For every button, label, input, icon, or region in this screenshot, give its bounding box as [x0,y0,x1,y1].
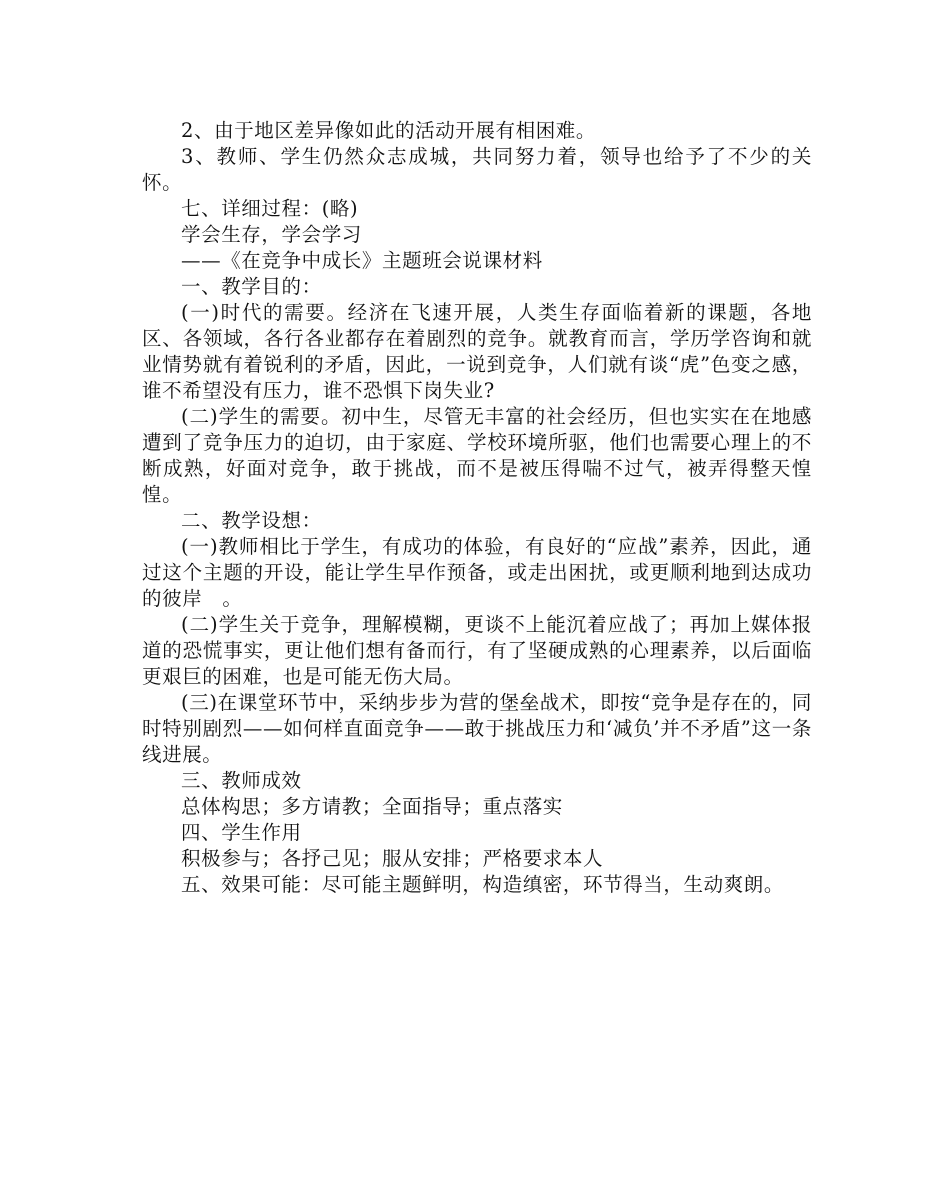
paragraph-design-2: (二)学生关于竞争，理解模糊，更谈不上能沉着应战了；再加上媒体报道的恐慌事实，更让他们想有备而行，有了坚硬成熟的心理素养，以后面临更艰巨的困难，也是可能无伤大局。 [142,613,812,688]
paragraph-difficulty-3: 3、教师、学生仍然众志成城，共同努力着，领导也给予了不少的关怀。 [142,145,812,194]
paragraph-design-3: (三)在课堂环节中，采纳步步为营的堡垒战术，即按“竞争是存在的，同时特别剧烈——如何样直面竞争——敢于挑战压力和‘减负’并不矛盾”这一条线进展。 [142,691,812,766]
document-title: 学会生存，学会学习 [181,223,362,246]
section-heading-design: 二、教学设想： [181,509,322,532]
section-heading-process: 七、详细过程：(略) [181,197,359,220]
document-body [142,118,812,898]
section-heading-teacher: 三、教师成效 [181,769,302,792]
paragraph-teacher: 总体构思；多方请教；全面指导；重点落实 [181,795,563,818]
section-heading-goals: 一、教学目的： [181,275,322,298]
paragraph-design-1: (一)教师相比于学生，有成功的体验，有良好的“应战”素养，因此，通过这个主题的开设，能让学生早作预备，或走出困扰，或更顺利地到达成功的彼岸 。 [142,535,812,610]
paragraph-effect: 五、效果可能：尽可能主题鲜明，构造缜密，环节得当，生动爽朗。 [181,873,785,896]
paragraph-student-needs: (二)学生的需要。初中生，尽管无丰富的社会经历，但也实实在在地感遭到了竞争压力的迫切，由于家庭、学校环境所驱，他们也需要心理上的不断成熟，好面对竞争，敢于挑战，而不是被压得喘不过气，被弄得整天惶惶。 [142,405,812,506]
section-heading-student: 四、学生作用 [181,821,302,844]
paragraph-student: 积极参与；各抒己见；服从安排；严格要求本人 [181,847,604,870]
paragraph-era-needs: (一)时代的需要。经济在飞速开展，人类生存面临着新的课题，各地区、各领域，各行各业都存在着剧烈的竞争。就教育而言，学历学咨询和就业情势就有着锐利的矛盾，因此，一说到竞争，人们就有谈“虎”色变之感，谁不希望没有压力，谁不恐惧下岗失业? [142,301,812,402]
paragraph-difficulty-2: 2、由于地区差异像如此的活动开展有相困难。 [181,119,597,142]
document-subtitle: ——《在竞争中成长》主题班会说课材料 [181,249,543,272]
